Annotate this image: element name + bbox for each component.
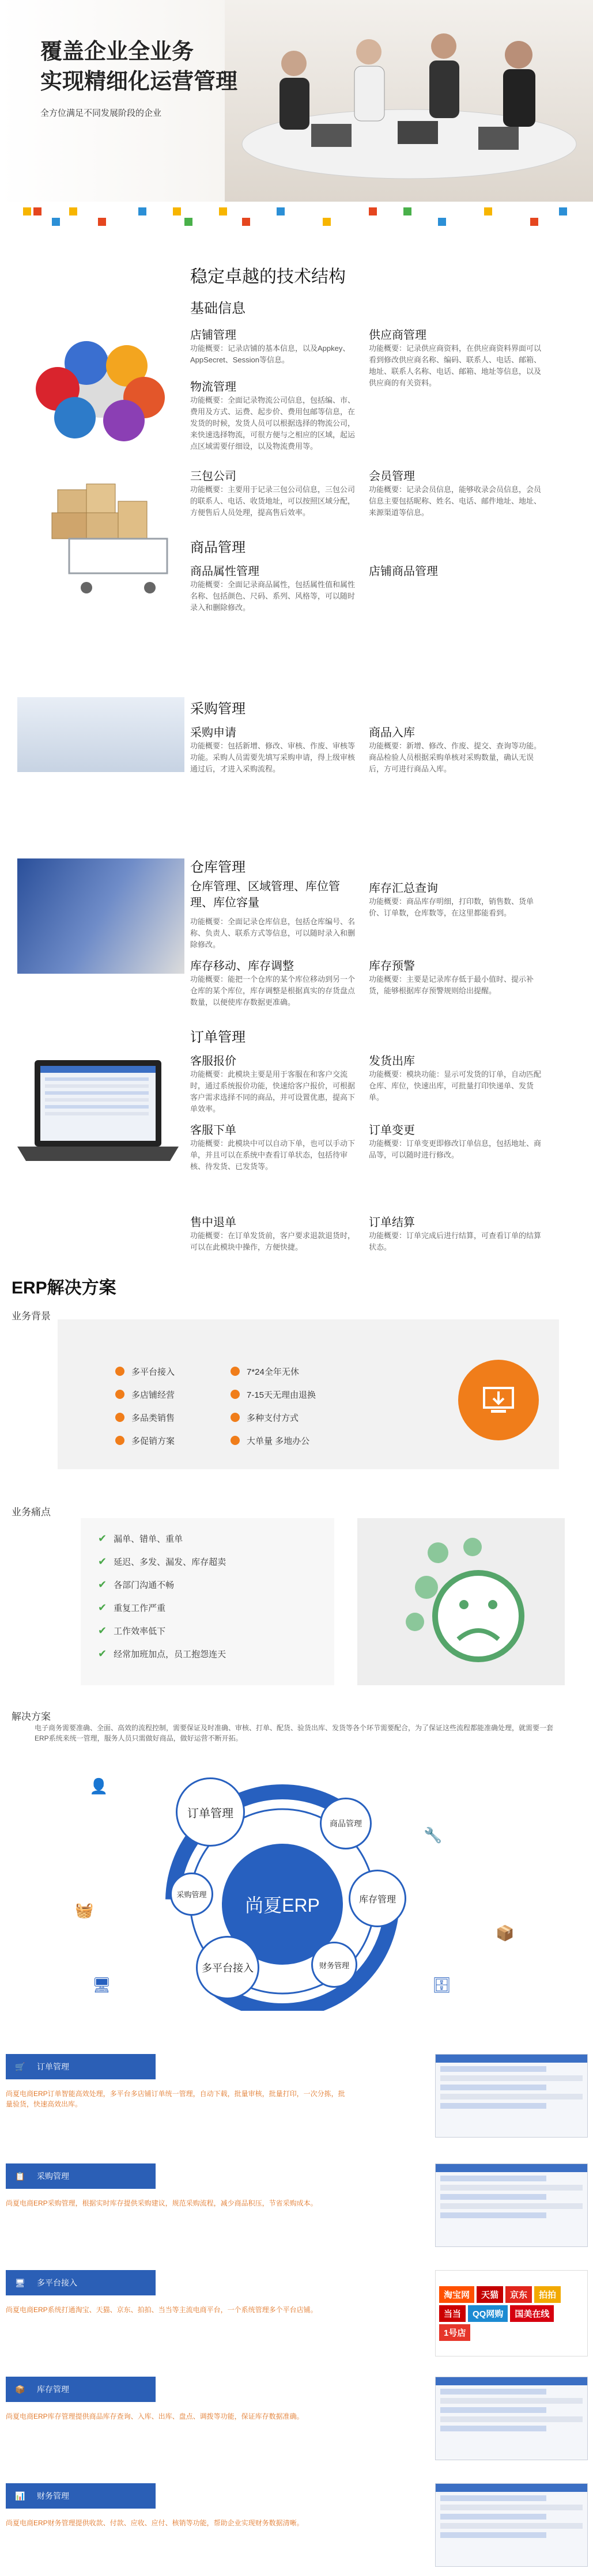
background-item: 多种支付方式 — [231, 1406, 316, 1429]
pain-item: ✔ 经常加班加点，员工抱怨连天 — [98, 1647, 226, 1659]
feature-purchase — [6, 2163, 588, 2250]
sanggongsi-desc: 功能概要：主要用于记录三包公司信息，三包公司的联系人、电话、收货地址，可以按照区域分配，方便售后人员处理，提高售后效率。 — [190, 485, 356, 517]
background-item: 多品类销售 — [115, 1406, 175, 1429]
monitor-icon: 🖥 — [15, 2278, 25, 2287]
background-list-right — [231, 1360, 316, 1452]
order-change-desc: 功能概要：订单变更即修改订单信息，包括地址、商品等，可以随时进行修改。 — [369, 1139, 542, 1159]
background-item: 7*24全年无休 — [231, 1360, 316, 1383]
goods-title: 商品管理 — [190, 540, 245, 555]
meeting-illustration — [225, 0, 593, 202]
pain-item: ✔ 各部门沟通不畅 — [98, 1578, 175, 1590]
feature-order — [6, 2054, 588, 2140]
feature-desc: 尚夏电商ERP财务管理提供收款、付款、应收、应付、核销等功能，帮助企业实现财务数据清晰。 — [6, 2519, 304, 2527]
feature-multi — [6, 2270, 588, 2356]
box-icon: 📦 — [496, 1924, 515, 1942]
tech-title: 稳定卓越的技术结构 — [190, 267, 346, 286]
platform-logos — [435, 2270, 588, 2356]
purchase-title: 采购管理 — [190, 701, 245, 717]
order-quote-desc: 功能概要：此模块主要是用于客服在和客户交流时，通过系统报价功能，快速给客户报价，可根据客户需求选择不同的商品，并可设置优惠，提高下单效率。 — [190, 1070, 356, 1113]
node-goods: 商品管理 — [320, 1798, 372, 1849]
user-icon: 👤 — [89, 1777, 108, 1795]
node-order: 订单管理 — [176, 1777, 245, 1847]
background-item: 多促销方案 — [115, 1429, 175, 1452]
feature-desc: 尚夏电商ERP订单智能高效处理，多平台多店铺订单统一管理，自动下载，批量审核，批量打印，一次分拣，批量验货，快速高效出库。 — [6, 2090, 345, 2108]
purchase-apply-title: 采购申请 — [190, 727, 236, 739]
shop-goods-title: 店铺商品管理 — [369, 565, 438, 578]
pain-item: ✔ 工作效率低下 — [98, 1624, 166, 1636]
platform-logo: 天猫 — [477, 2286, 503, 2303]
store-title: 店铺管理 — [190, 329, 236, 342]
warehouse-title: 仓库管理 — [190, 860, 245, 875]
chart-icon: 📊 — [15, 2491, 25, 2501]
order-settle-title: 订单结算 — [369, 1216, 415, 1229]
store-desc: 功能概要：记录店铺的基本信息，以及Appkey、AppSecret、Session等信息。 — [190, 344, 350, 364]
node-finance: 财务管理 — [311, 1942, 357, 1988]
goods-attr-desc: 功能概要：全面记录商品属性，包括属性值和属性名称、包括颜色、尺码、系列、风格等，可以随时录入和删除修改。 — [190, 580, 356, 612]
feature-finance — [6, 2483, 588, 2570]
order-place-desc: 功能概要：此模块中可以自动下单，也可以手动下单，并且可以在系统中查看订单状态，包括待审核、待发货、已发货等。 — [190, 1139, 356, 1171]
purchase-photo — [17, 697, 184, 772]
background-item: 大单量 多地办公 — [231, 1429, 316, 1452]
feature-desc: 尚夏电商ERP采购管理，根据实时库存提供采购建议，规范采购流程，减少商品积压，节省采购成本。 — [6, 2199, 318, 2207]
platform-logo: 当当 — [439, 2305, 466, 2322]
warehouse-move-title: 库存移动、库存调整 — [190, 960, 294, 973]
monitor-icon: 🖥 — [92, 1976, 112, 1994]
feature-label: 🖥 多平台接入 — [6, 2270, 156, 2295]
boxes-cart-graphic — [35, 478, 184, 605]
clipboard-icon: 📋 — [15, 2171, 25, 2181]
feature-label: 📊 财务管理 — [6, 2483, 156, 2509]
order-quote-title: 客服报价 — [190, 1055, 236, 1068]
background-item: 多店铺经营 — [115, 1383, 175, 1406]
order-ship-title: 发货出库 — [369, 1055, 415, 1068]
background-item: 7-15天无理由退换 — [231, 1383, 316, 1406]
wrench-icon: 🔧 — [424, 1826, 443, 1844]
sanggongsi-title: 三包公司 — [190, 470, 236, 483]
hero-title-line2: 实现精细化运营管理 — [40, 70, 238, 94]
order-ship-desc: 功能概要：模块功能：显示可发货的订单，自动匹配仓库、库位，快速出库，可批量打印快递单、发货单。 — [369, 1070, 542, 1102]
order-place-title: 客服下单 — [190, 1124, 236, 1137]
feature-screenshot — [435, 2483, 588, 2567]
color-blocks — [23, 202, 576, 242]
node-multi: 多平台接入 — [196, 1936, 259, 1999]
logistics-title: 物流管理 — [190, 381, 236, 394]
pain-graphic — [357, 1518, 565, 1685]
member-title: 会员管理 — [369, 470, 415, 483]
order-change-title: 订单变更 — [369, 1124, 415, 1137]
warehouse-summary-desc: 功能概要：商品库存明细，打印数，销售数、货单价、订单数，仓库数等，在这里都能看到。 — [369, 897, 534, 917]
feature-label: 📋 采购管理 — [6, 2163, 156, 2189]
warehouse-move-desc: 功能概要：能把一个仓库的某个库位移动到另一个仓库的某个库位，库存调整是根据真实的存货盘点数量，以便使库存数据更准确。 — [190, 975, 356, 1007]
pain-title: 业务痛点 — [12, 1507, 51, 1518]
logistics-desc: 功能概要：全面记录物流公司信息，包括编、市、费用及方式、运费、起步价、费用包邮等信息，在发货的时候，发货人员可以根据选择的物流公司，来快速选择物流，可很方便与之相应的区域，起运点区域需要仔细设，以及物流费用等。 — [190, 396, 356, 451]
download-icon — [458, 1360, 539, 1440]
basket-icon: 🧺 — [75, 1901, 94, 1919]
feature-label: 📦 库存管理 — [6, 2377, 156, 2402]
platform-logo: 拍拍 — [534, 2286, 561, 2303]
hero-subtitle: 全方位满足不同发展阶段的企业 — [40, 108, 162, 118]
purchase-inbound-desc: 功能概要：新增、修改、作废、提交、查询等功能。商品检验人员根据采购单核对采购数量，确认无误后，方可进行商品入库。 — [369, 742, 542, 773]
hero-title-line1: 覆盖企业全业务 — [40, 40, 194, 64]
warehouse-area-desc: 功能概要：全面记录仓库信息，包括仓库编号、名称、负责人、联系方式等信息，可以随时录入和删除修改。 — [190, 917, 356, 949]
feature-stock — [6, 2377, 588, 2463]
order-after-desc: 功能概要：在订单发货前，客户要求退款退货时，可以在此模块中操作，方便快捷。 — [190, 1231, 356, 1251]
laptop-graphic — [12, 1054, 184, 1181]
database-icon: 🗄 — [432, 1976, 452, 1994]
purchase-inbound-title: 商品入库 — [369, 727, 415, 739]
order-title: 订单管理 — [190, 1030, 245, 1045]
solution-title: 解决方案 — [12, 1711, 51, 1722]
node-purchase: 采购管理 — [170, 1873, 213, 1916]
platform-logo: 1号店 — [439, 2324, 470, 2341]
goods-attr-title: 商品属性管理 — [190, 565, 259, 578]
node-stock: 库存管理 — [349, 1870, 406, 1927]
member-desc: 功能概要：记录会员信息，能够收录会员信息，会员信息主要包括昵称、姓名、电话、邮件地址、地址、来源渠道等信息。 — [369, 485, 542, 517]
warehouse-warn-title: 库存预警 — [369, 960, 415, 973]
supplier-title: 供应商管理 — [369, 329, 426, 342]
warehouse-summary-title: 库存汇总查询 — [369, 882, 438, 895]
erp-center-node: 尚夏ERP — [222, 1844, 343, 1965]
order-after-title: 售中退单 — [190, 1216, 236, 1229]
pain-item: ✔ 延迟、多发、漏发、库存超卖 — [98, 1555, 226, 1567]
erp-title: ERP解决方案 — [12, 1278, 116, 1298]
cart-icon: 🛒 — [15, 2061, 25, 2071]
puzzle-graphic — [17, 328, 184, 444]
feature-label: 🛒 订单管理 — [6, 2054, 156, 2079]
warehouse-photo — [17, 858, 184, 974]
order-settle-desc: 功能概要：订单完成后进行结算，可查看订单的结算状态。 — [369, 1231, 542, 1251]
feature-screenshot — [435, 2163, 588, 2247]
supplier-desc: 功能概要：记录供应商资料，在供应商资料界面可以看到修改供应商名称、编码、联系人、电话、邮箱、地址、联系人名称、电话、邮箱、地址等信息，以及供应商的有关资料。 — [369, 344, 542, 387]
background-title: 业务背景 — [12, 1311, 51, 1322]
feature-screenshot — [435, 2054, 588, 2138]
background-list-left — [115, 1360, 175, 1452]
hero-banner — [0, 0, 593, 202]
warehouse-warn-desc: 功能概要：主要是记录库存低于最小值时、提示补货，能够根据库存预警规则给出提醒。 — [369, 975, 534, 995]
background-item: 多平台接入 — [115, 1360, 175, 1383]
platform-logo: 京东 — [505, 2286, 532, 2303]
feature-screenshot — [435, 2377, 588, 2460]
platform-logo: QQ网购 — [468, 2305, 508, 2322]
hero-photo — [225, 0, 593, 202]
feature-desc: 尚夏电商ERP库存管理提供商品库存查询、入库、出库、盘点、调拨等功能，保证库存数据准确。 — [6, 2412, 304, 2420]
platform-logo: 国美在线 — [510, 2305, 554, 2322]
basic-info-title: 基础信息 — [190, 301, 245, 316]
box-icon: 📦 — [15, 2384, 25, 2394]
warehouse-area-title: 仓库管理、区域管理、库位管理、库位容量 — [190, 880, 340, 909]
pain-item: ✔ 重复工作严重 — [98, 1601, 166, 1613]
solution-desc: 电子商务需要准确、全面、高效的流程控制，需要保证及时准确、审核、打单、配货、验货出库、发货等各个环节需要配合，为了保证这些流程都能准确处理，就需要一套ERP系统来统一管理，服务人员只需做好商品，做好运营不断开拓。 — [35, 1724, 554, 1742]
pain-list — [98, 1527, 226, 1665]
pain-item: ✔ 漏单、错单、重单 — [98, 1532, 183, 1544]
erp-diagram — [63, 1757, 524, 2011]
feature-desc: 尚夏电商ERP系统打通淘宝、天猫、京东、拍拍、当当等主流电商平台，一个系统管理多个平台店铺。 — [6, 2306, 318, 2314]
platform-logo: 淘宝网 — [439, 2286, 474, 2303]
purchase-apply-desc: 功能概要：包括新增、修改、审核、作废、审核等功能。采购人员需要先填写采购申请，得上级审核通过后，才进入采购流程。 — [190, 742, 356, 773]
